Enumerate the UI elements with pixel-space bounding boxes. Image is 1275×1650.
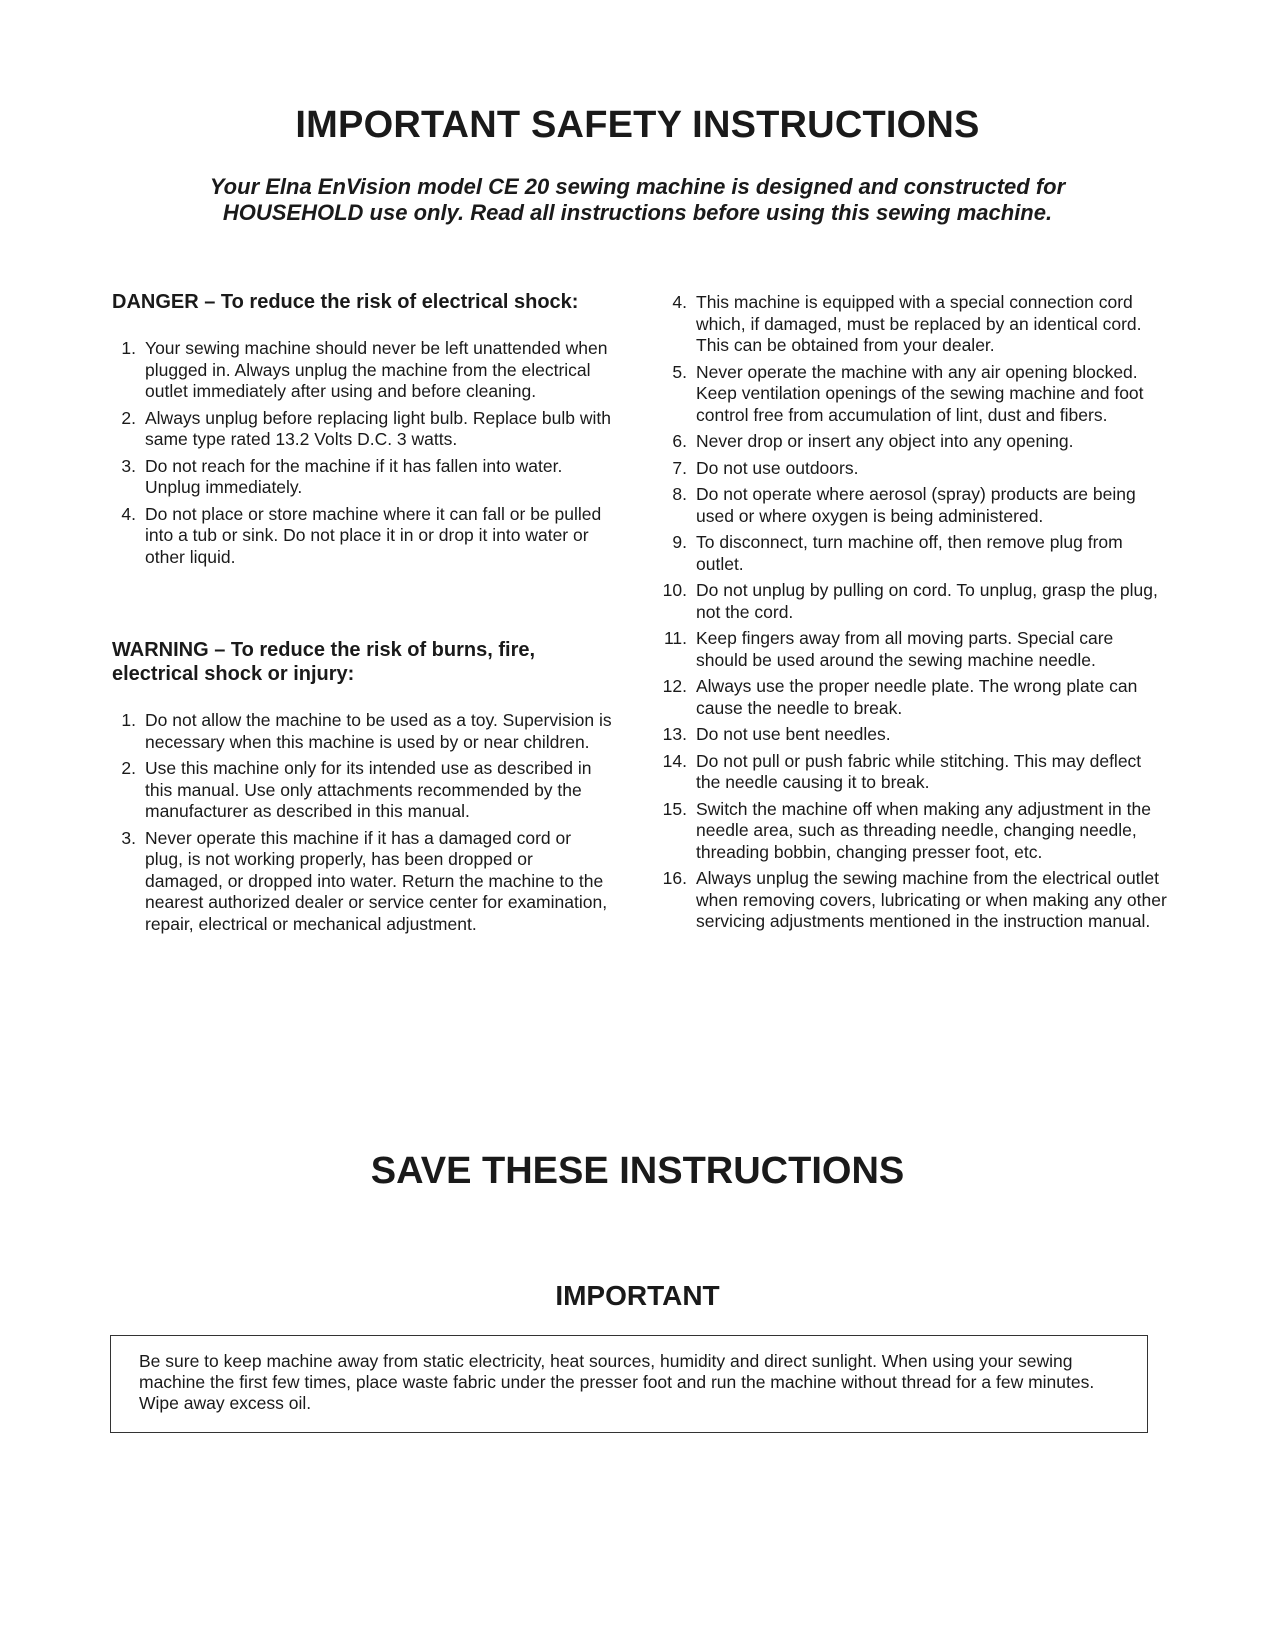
warning-list-right — [648, 292, 1168, 933]
list-item — [648, 799, 1168, 864]
list-item — [648, 628, 1168, 671]
item-text: Do not use bent needles. — [696, 724, 891, 744]
item-number: 6. — [672, 431, 687, 451]
list-item — [648, 580, 1168, 623]
subtitle-line-1: Your Elna EnVision model CE 20 sewing machine is designed and constructed for — [209, 174, 1066, 199]
item-number: 15. — [662, 798, 687, 819]
item-number: 12. — [662, 676, 687, 696]
item-text: Do not place or store machine where it can fall or be pulled into a tub or sink. Do not place it in or drop it into water or other liquid. — [145, 503, 602, 567]
item-number: 14. — [662, 750, 687, 771]
item-text: Never operate this machine if it has a damaged cord or plug, is not working properly, has been dropped or damaged, or dropped into water. Return the machine to the nearest authorized dealer or service center for examination, repair, electrical or mechanical adjustment. — [145, 827, 608, 934]
item-number: 2. — [121, 407, 136, 428]
item-text: Always unplug the sewing machine from the electrical outlet when removing covers, lubricating or when making any other servicing adjustments mentioned in the instruction manual. — [696, 868, 1167, 931]
left-column — [112, 290, 612, 940]
item-number: 4. — [672, 292, 687, 312]
list-item — [112, 710, 612, 753]
item-text: Always unplug before replacing light bulb. Replace bulb with same type rated 13.2 Volts D.C. 3 watts. — [145, 407, 611, 449]
list-item — [648, 676, 1168, 719]
item-text: Do not pull or push fabric while stitching. This may deflect the needle causing it to break. — [696, 750, 1142, 792]
item-text: Always use the proper needle plate. The wrong plate can cause the needle to break. — [696, 676, 1138, 718]
list-item — [648, 431, 1168, 453]
list-item — [648, 532, 1168, 575]
item-number: 3. — [121, 455, 136, 476]
item-text: Do not allow the machine to be used as a toy. Supervision is necessary when this machine is used by or near children. — [145, 710, 612, 752]
list-item — [648, 868, 1168, 933]
item-text: Do not operate where aerosol (spray) products are being used or where oxygen is being administered. — [696, 484, 1136, 526]
save-instructions-heading: SAVE THESE INSTRUCTIONS — [370, 1150, 905, 1192]
subtitle-line-2: HOUSEHOLD use only. Read all instructions before using this sewing machine. — [222, 200, 1053, 225]
item-number: 1. — [121, 338, 136, 358]
danger-list — [112, 338, 612, 568]
item-text: Do not unplug by pulling on cord. To unplug, grasp the plug, not the cord. — [696, 580, 1158, 622]
item-text: This machine is equipped with a special connection cord which, if damaged, must be replaced by an identical cord. This can be obtained from your dealer. — [696, 292, 1142, 355]
item-number: 5. — [672, 361, 687, 382]
list-item — [648, 724, 1168, 746]
item-text: To disconnect, turn machine off, then remove plug from outlet. — [696, 532, 1123, 574]
list-item — [112, 758, 612, 823]
item-number: 11. — [663, 628, 687, 648]
right-column — [648, 292, 1168, 938]
item-number: 2. — [121, 758, 136, 778]
page-title: IMPORTANT SAFETY INSTRUCTIONS — [295, 104, 980, 146]
list-item — [112, 456, 612, 499]
item-number: 8. — [672, 484, 687, 504]
list-item — [648, 458, 1168, 480]
item-text: Your sewing machine should never be left unattended when plugged in. Always unplug the machine from the electrical outlet immediately after using and before cleaning. — [145, 338, 608, 401]
warning-list-left — [112, 710, 612, 935]
item-number: 1. — [121, 710, 136, 730]
item-number: 3. — [121, 827, 136, 848]
list-item — [112, 504, 612, 569]
item-text: Do not use outdoors. — [696, 457, 859, 478]
list-item — [112, 828, 612, 936]
list-item — [648, 362, 1168, 427]
important-notice-text: Be sure to keep machine away from static electricity, heat sources, humidity and direct sunlight. When using your sewing machine the first few times, place waste fabric under the presser foot and run the machine without thread for a few minutes. Wipe away excess oil. — [139, 1351, 1095, 1413]
item-text: Use this machine only for its intended use as described in this manual. Use only attachments recommended by the manufacturer as described in this manual. — [145, 758, 592, 821]
item-number: 7. — [672, 457, 687, 478]
warning-heading: WARNING – To reduce the risk of burns, fire, electrical shock or injury: — [112, 639, 536, 685]
item-text: Never operate the machine with any air opening blocked. Keep ventilation openings of the sewing machine and foot control free from accumulation of lint, dust and fibers. — [696, 361, 1144, 425]
important-heading: IMPORTANT — [555, 1280, 720, 1311]
danger-heading: DANGER – To reduce the risk of electrical shock: — [112, 291, 579, 313]
list-item — [648, 292, 1168, 357]
list-item — [112, 338, 612, 403]
list-item — [648, 751, 1168, 794]
list-item — [112, 408, 612, 451]
item-text: Do not reach for the machine if it has fallen into water. Unplug immediately. — [145, 455, 563, 497]
item-text: Switch the machine off when making any adjustment in the needle area, such as threading needle, changing needle, threading bobbin, changing presser foot, etc. — [696, 798, 1151, 862]
item-number: 16. — [662, 868, 687, 888]
item-text: Keep fingers away from all moving parts. Special care should be used around the sewing machine needle. — [696, 628, 1114, 670]
page-subtitle — [0, 174, 1275, 226]
item-number: 4. — [121, 503, 136, 524]
item-number: 13. — [662, 724, 687, 744]
item-text: Never drop or insert any object into any opening. — [696, 431, 1074, 451]
item-number: 9. — [672, 532, 687, 552]
important-notice-box — [110, 1335, 1148, 1433]
list-item — [648, 484, 1168, 527]
item-number: 10. — [662, 580, 687, 600]
